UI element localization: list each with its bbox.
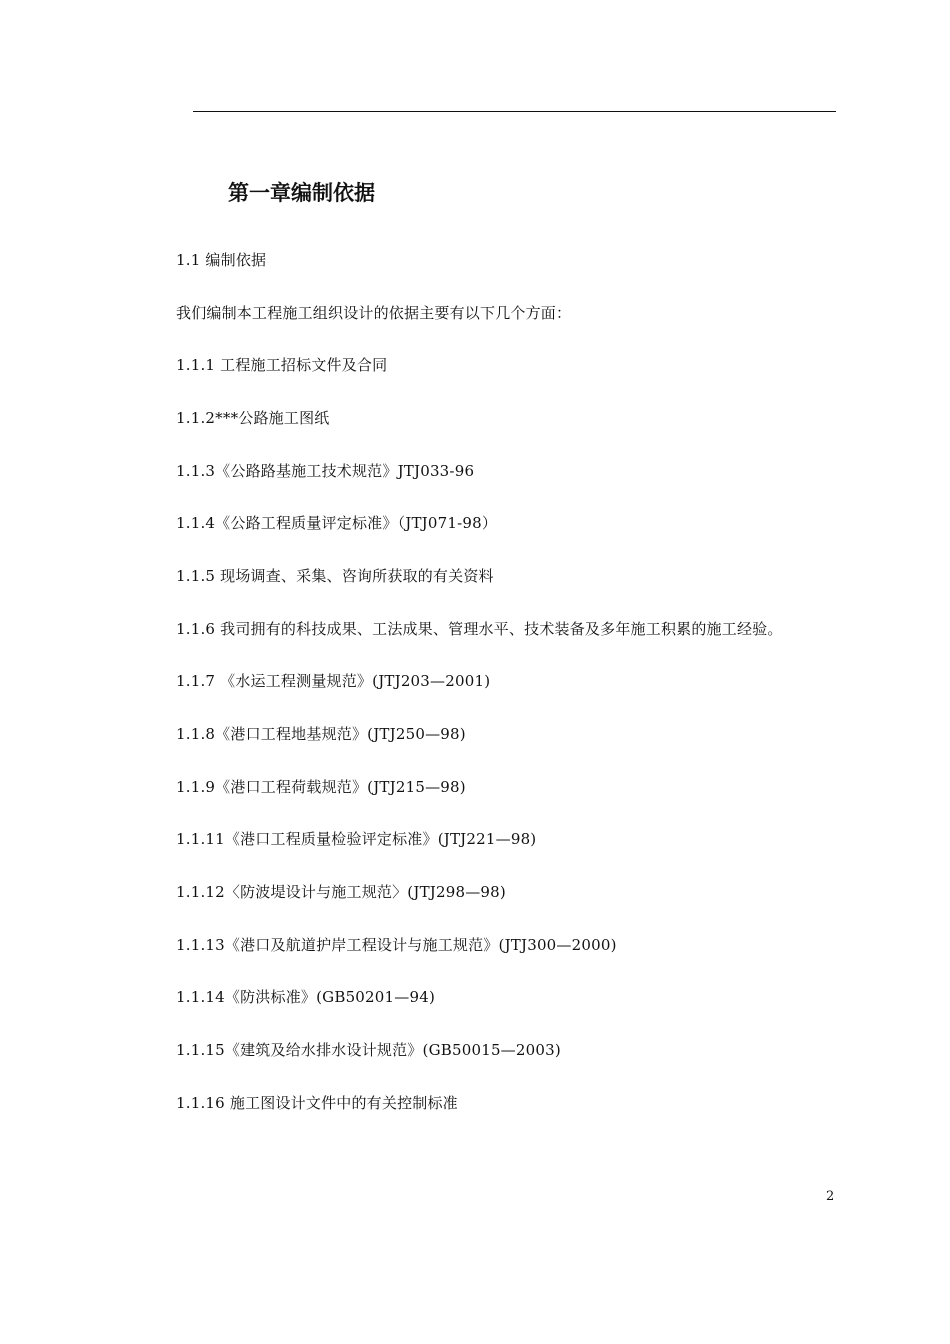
basis-item: 1.1.1 工程施工招标文件及合同 [176,356,388,374]
basis-item: 1.1.9《港口工程荷载规范》(JTJ215—98) [176,778,466,796]
basis-item: 1.1.3《公路路基施工技术规范》JTJ033-96 [176,462,475,480]
basis-item: 1.1.6 我司拥有的科技成果、工法成果、管理水平、技术装备及多年施工积累的施工经验。 [176,620,783,638]
page-number: 2 [826,1189,835,1204]
basis-item: 1.1.5 现场调查、采集、咨询所获取的有关资料 [176,567,494,585]
intro-paragraph: 我们编制本工程施工组织设计的依据主要有以下几个方面： [176,304,572,322]
basis-item: 1.1.16 施工图设计文件中的有关控制标准 [176,1094,458,1112]
basis-item: 1.1.14《防洪标准》(GB50201—94) [176,988,436,1006]
basis-item: 1.1.7 《水运工程测量规范》(JTJ203—2001) [176,672,491,690]
basis-item: 1.1.11《港口工程质量检验评定标准》(JTJ221—98) [176,830,537,848]
basis-item: 1.1.4《公路工程质量评定标准》（JTJ071-98） [176,514,498,532]
basis-item: 1.1.15《建筑及给水排水设计规范》(GB50015—2003) [176,1041,561,1059]
section-heading: 1.1 编制依据 [176,251,267,269]
header-rule [193,111,836,112]
basis-item: 1.1.13《港口及航道护岸工程设计与施工规范》(JTJ300—2000) [176,936,617,954]
basis-item: 1.1.8《港口工程地基规范》(JTJ250—98) [176,725,466,743]
basis-item: 1.1.12〈防波堤设计与施工规范〉(JTJ298—98) [176,883,506,901]
chapter-title: 第一章编制依据 [228,181,375,205]
basis-item: 1.1.2***公路施工图纸 [176,409,330,427]
